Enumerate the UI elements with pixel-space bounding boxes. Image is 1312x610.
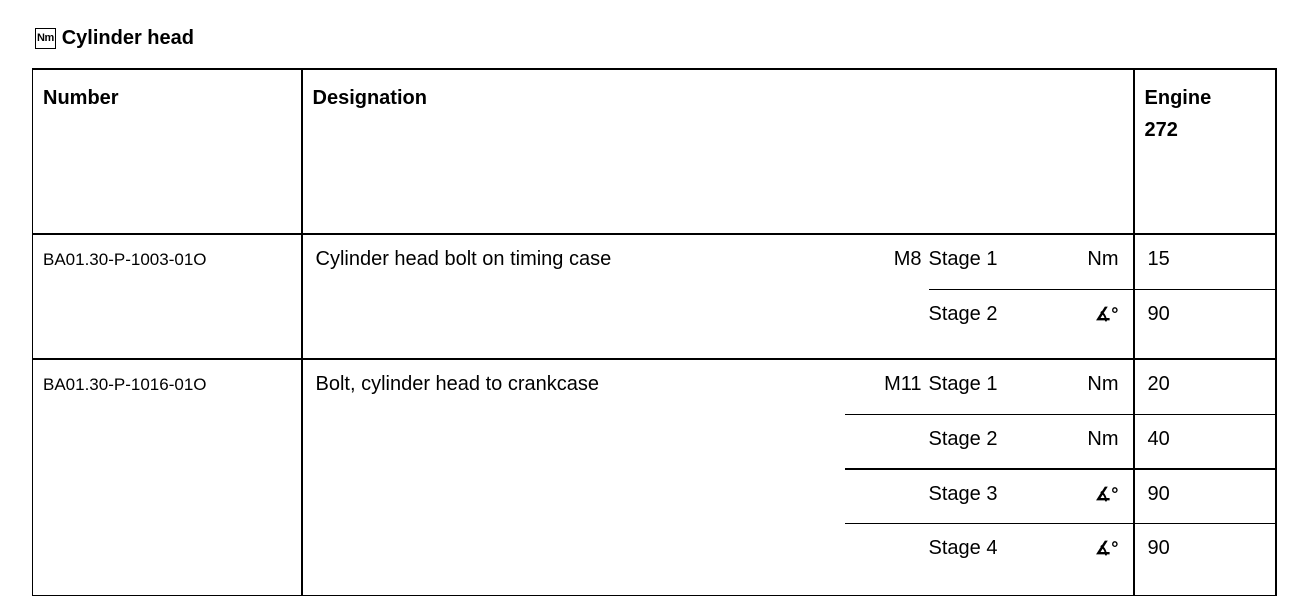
unit-label: Nm [1065,234,1134,289]
torque-value: 40 [1134,414,1276,469]
stage-label: Stage 1 [929,359,1065,414]
stage-label: Stage 2 [929,289,1065,359]
torque-value: 20 [1134,359,1276,414]
torque-nm-icon: Nm [35,28,56,49]
stage-label: Stage 2 [929,414,1065,469]
unit-label: Nm [1065,414,1134,469]
header-engine [1134,69,1276,234]
stage-label: Stage 3 [929,469,1065,523]
stage-label: Stage 4 [929,523,1065,595]
designation: Cylinder head bolt on timing case [302,234,845,359]
unit-label [1065,289,1134,359]
part-number: BA01.30-P-1016-01O [33,359,302,595]
header-engine-label: Engine [1144,87,1212,109]
header-engine-model: 272 [1144,119,1178,141]
angle-degree-icon: ∡° [1095,537,1119,558]
table-header-row [33,69,1276,234]
unit-label [1065,523,1134,595]
angle-degree-icon: ∡° [1095,303,1119,324]
torque-value: 90 [1134,523,1276,595]
part-number: BA01.30-P-1003-01O [33,234,302,359]
angle-degree-icon: ∡° [1095,484,1119,504]
torque-value: 15 [1134,234,1276,289]
torque-value: 90 [1134,289,1276,359]
thread-size: M11 [845,359,929,414]
thread-size: M8 [845,234,929,359]
section-heading [35,24,194,52]
section-title: Cylinder head [61,26,194,49]
header-number: Number [33,69,302,234]
header-designation: Designation [302,69,1134,234]
table-row [33,234,1276,289]
torque-value: 90 [1134,469,1276,523]
stage-label: Stage 1 [929,234,1065,289]
table-row [33,359,1276,414]
unit-label: Nm [1065,359,1134,414]
torque-spec-table [32,68,1277,596]
unit-label [1065,469,1134,523]
designation: Bolt, cylinder head to crankcase [302,359,845,595]
